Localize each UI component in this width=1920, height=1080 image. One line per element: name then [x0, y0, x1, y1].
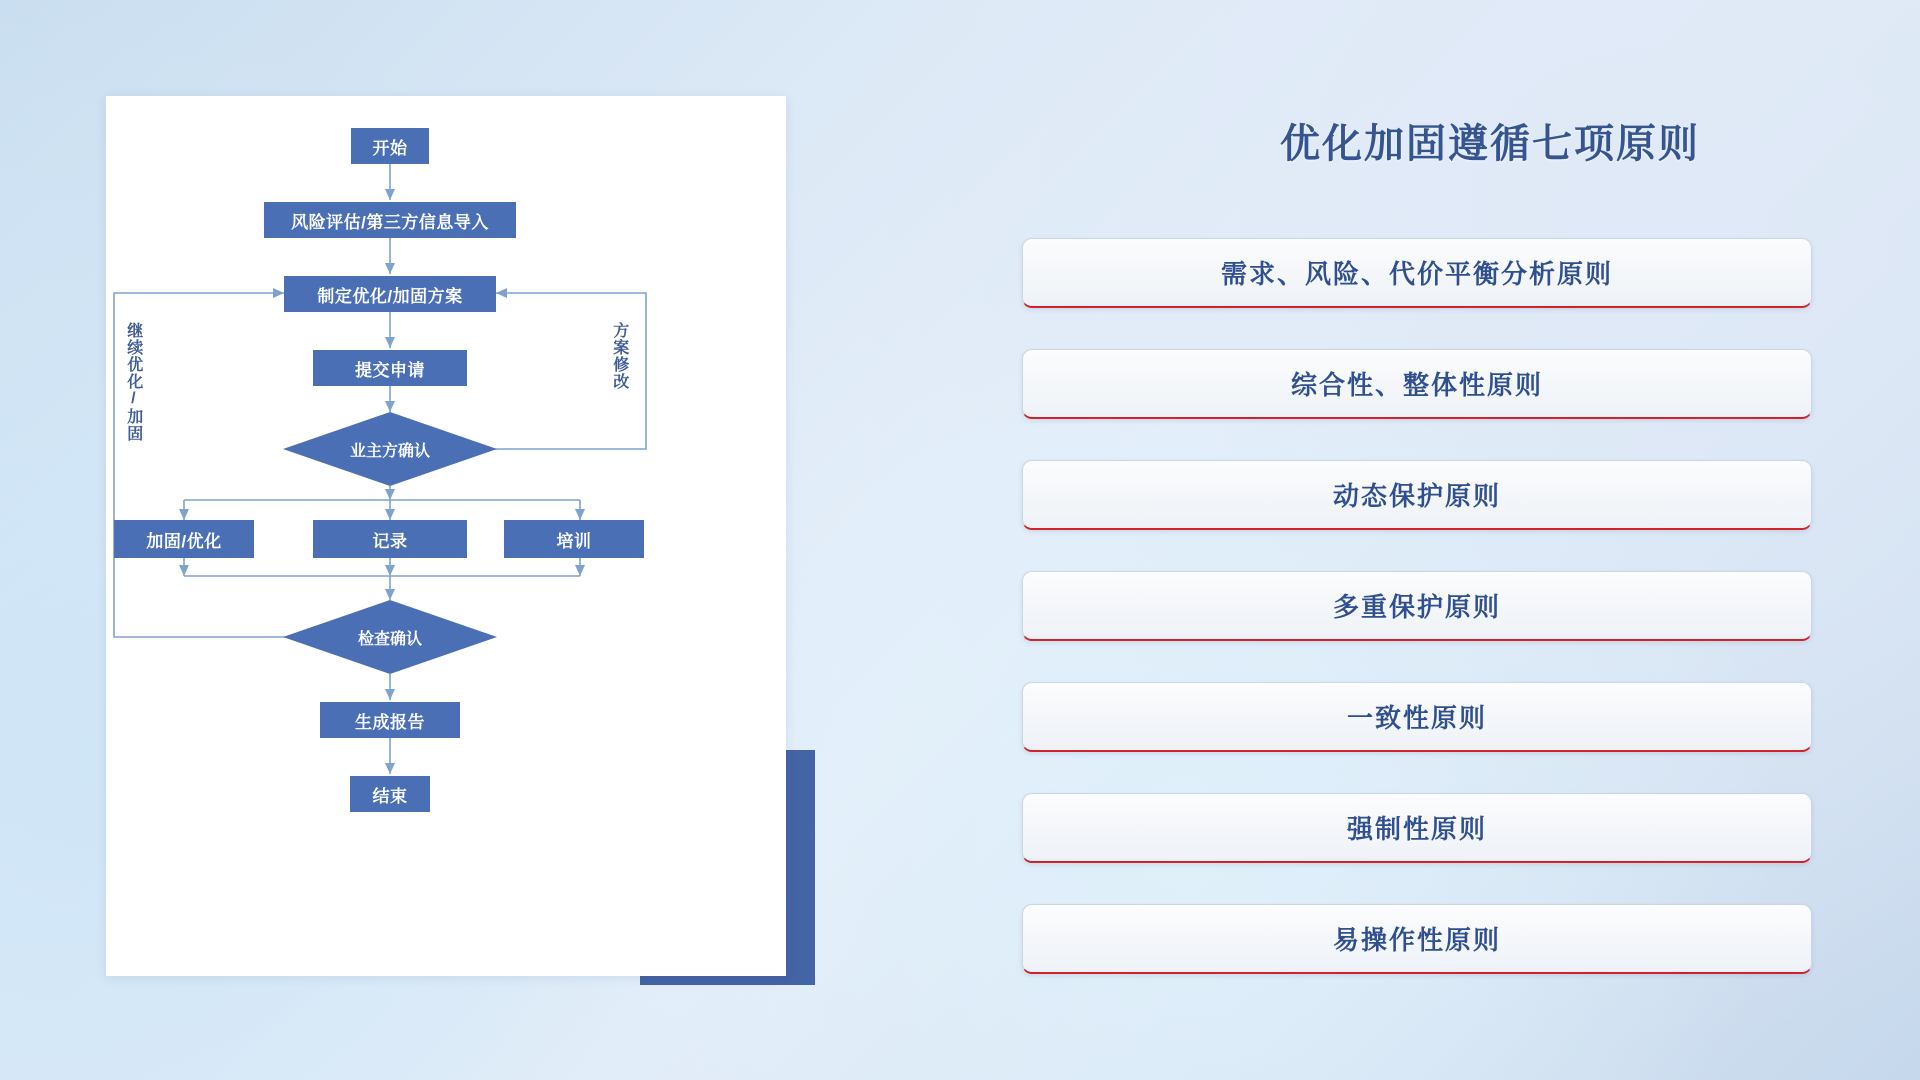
- node-start-label: 开始: [372, 138, 408, 158]
- principle-label: 一致性原则: [1346, 703, 1487, 733]
- node-start[interactable]: [351, 128, 429, 164]
- node-end-label: 结束: [372, 786, 408, 806]
- node-reinforce[interactable]: [114, 520, 254, 558]
- flowchart-card: [106, 96, 786, 976]
- principle-label: 强制性原则: [1346, 814, 1487, 844]
- principle-item-6[interactable]: [1022, 793, 1812, 863]
- principle-label: 需求、风险、代价平衡分析原则: [1220, 259, 1613, 289]
- node-plan[interactable]: [284, 276, 496, 312]
- page-title: 优化加固遵循七项原则: [1280, 122, 1700, 166]
- node-submit[interactable]: [313, 350, 467, 386]
- principle-label: 动态保护原则: [1332, 481, 1501, 511]
- edge-label-right: 方案修改: [610, 322, 628, 390]
- node-check-confirm[interactable]: [283, 600, 497, 674]
- principle-label: 多重保护原则: [1332, 592, 1501, 622]
- principle-label: 易操作性原则: [1332, 925, 1501, 955]
- principle-item-4[interactable]: [1022, 571, 1812, 641]
- node-training-label: 培训: [556, 531, 592, 551]
- principle-item-3[interactable]: [1022, 460, 1812, 530]
- node-plan-label: 制定优化/加固方案: [317, 286, 463, 306]
- node-risk-assessment-label: 风险评估/第三方信息导入: [291, 212, 489, 232]
- node-generate-report[interactable]: [320, 702, 460, 738]
- node-check-confirm-label: 检查确认: [357, 630, 422, 648]
- node-risk-assessment[interactable]: [264, 202, 516, 238]
- principle-label: 综合性、整体性原则: [1290, 370, 1543, 400]
- node-record[interactable]: [313, 520, 467, 558]
- principle-item-7[interactable]: [1022, 904, 1812, 974]
- principle-item-1[interactable]: [1022, 238, 1812, 308]
- node-generate-report-label: 生成报告: [355, 712, 425, 732]
- node-submit-label: 提交申请: [355, 360, 425, 380]
- node-owner-confirm[interactable]: [283, 412, 497, 486]
- node-end[interactable]: [350, 776, 430, 812]
- node-reinforce-label: 加固/优化: [146, 531, 222, 551]
- principle-item-5[interactable]: [1022, 682, 1812, 752]
- node-record-label: 记录: [372, 531, 408, 551]
- edge-label-left: 继续优化/加固: [124, 322, 142, 442]
- principle-item-2[interactable]: [1022, 349, 1812, 419]
- node-owner-confirm-label: 业主方确认: [349, 442, 430, 460]
- node-training[interactable]: [504, 520, 644, 558]
